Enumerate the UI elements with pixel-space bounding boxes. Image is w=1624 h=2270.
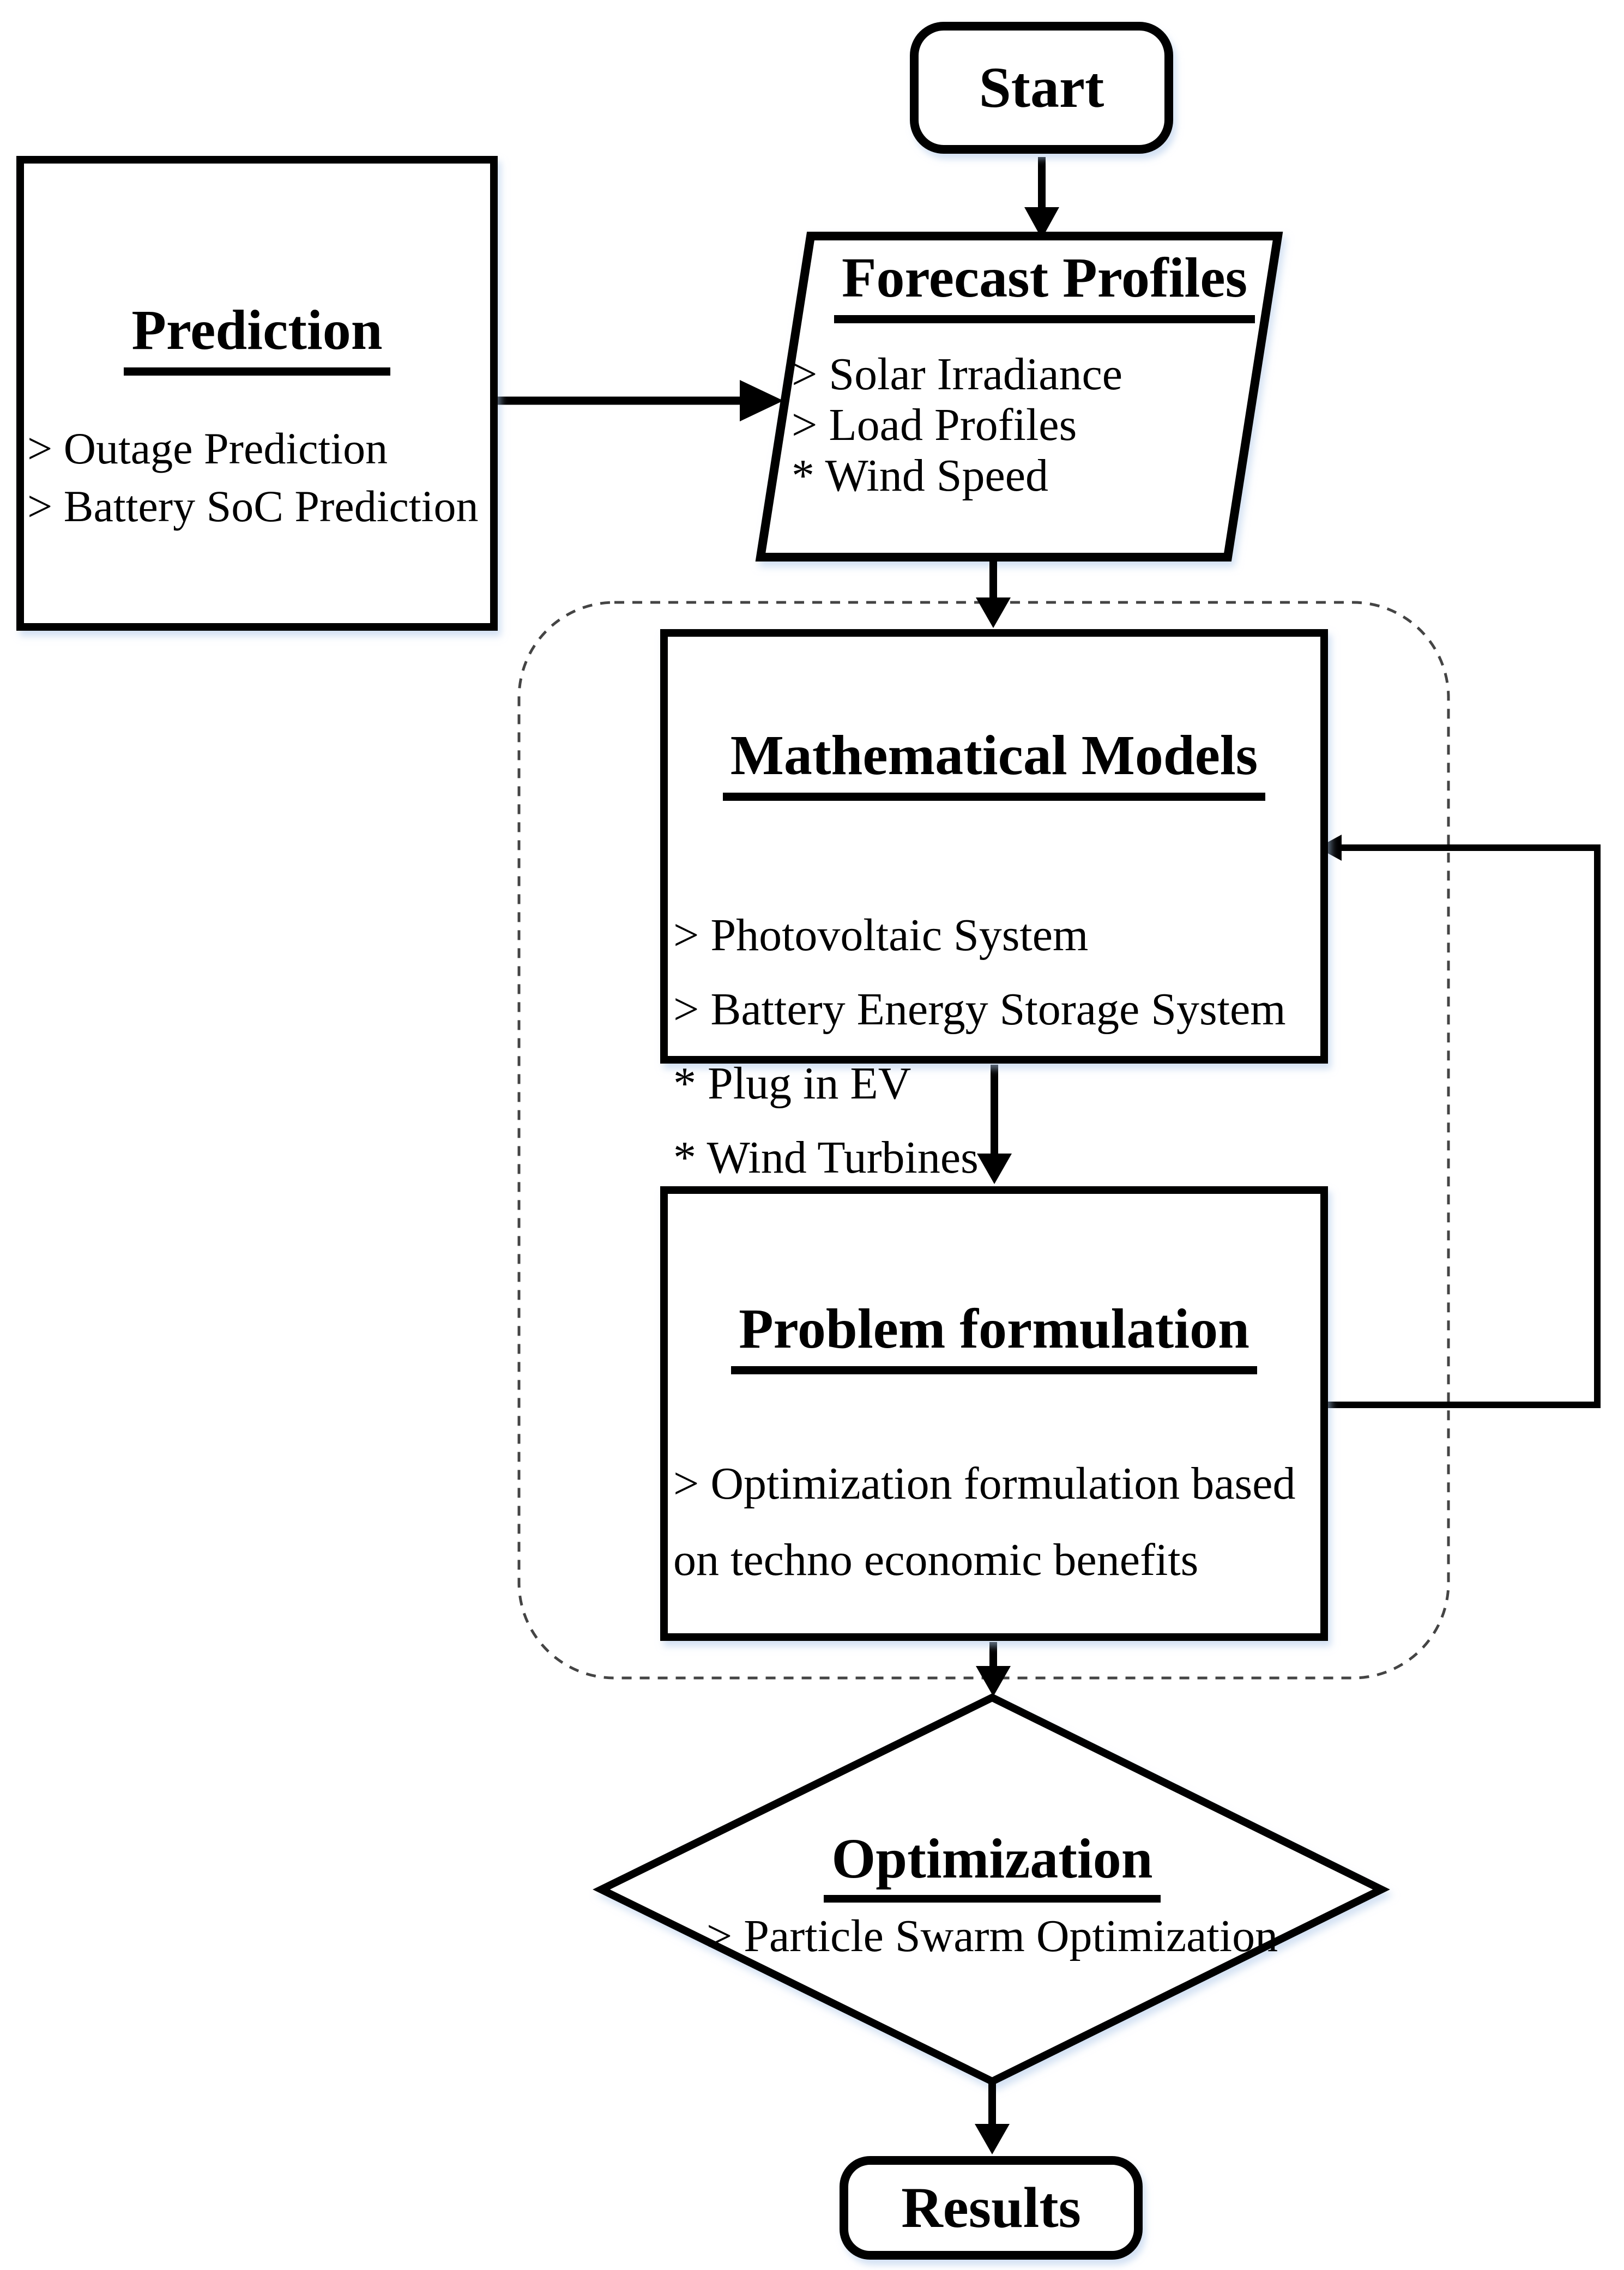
mathematical-models-items: [673, 898, 1286, 1195]
prediction-item: > Outage Prediction: [27, 424, 388, 473]
optimization-items: [692, 1909, 1292, 1964]
mathematical-models-title: Mathematical Models: [723, 724, 1266, 801]
problem-formulation-box: [660, 1186, 1328, 1641]
start-label: Start: [979, 56, 1104, 119]
optimization-item: > Particle Swarm Optimization: [706, 1911, 1278, 1961]
arrow-formulation-to-optimization: [976, 1642, 1011, 1697]
problem-formulation-title: Problem formulation: [731, 1297, 1257, 1374]
formulation-item: > Optimization formulation based on techno economic benefits: [673, 1458, 1296, 1585]
prediction-title-row: [24, 299, 490, 376]
models-item: > Battery Energy Storage System: [673, 984, 1286, 1035]
forecast-profiles-items: [792, 349, 1122, 501]
forecast-title-row: [811, 246, 1278, 323]
models-item: * Plug in EV: [673, 1058, 911, 1109]
arrow-optimization-to-results: [975, 2082, 1010, 2154]
results-label: Results: [901, 2176, 1081, 2239]
optimization-title-row: [720, 1827, 1265, 1903]
start-node: [910, 22, 1173, 154]
models-item: * Wind Turbines: [673, 1132, 979, 1183]
mathematical-models-box: [660, 629, 1328, 1183]
forecast-item: > Load Profiles: [792, 400, 1077, 450]
mathematical-models-title-row: [668, 724, 1320, 801]
forecast-item: * Wind Speed: [792, 450, 1049, 501]
prediction-box: [16, 156, 498, 631]
forecast-item: > Solar Irradiance: [792, 349, 1123, 400]
models-item: > Photovoltaic System: [673, 910, 1089, 961]
arrow-forecast-to-models: [976, 558, 1011, 628]
prediction-title: Prediction: [124, 299, 390, 376]
arrow-start-to-forecast: [1024, 157, 1059, 239]
arrow-prediction-to-forecast: [497, 380, 783, 421]
feedback-loop-arrow: [1318, 835, 1597, 1405]
results-node: [840, 2156, 1143, 2260]
optimization-title: Optimization: [824, 1827, 1160, 1903]
problem-formulation-title-row: [668, 1297, 1320, 1374]
problem-formulation-items: [673, 1446, 1317, 1598]
forecast-profiles-title: Forecast Profiles: [834, 246, 1255, 323]
prediction-items: [27, 420, 478, 535]
prediction-item: > Battery SoC Prediction: [27, 481, 479, 531]
